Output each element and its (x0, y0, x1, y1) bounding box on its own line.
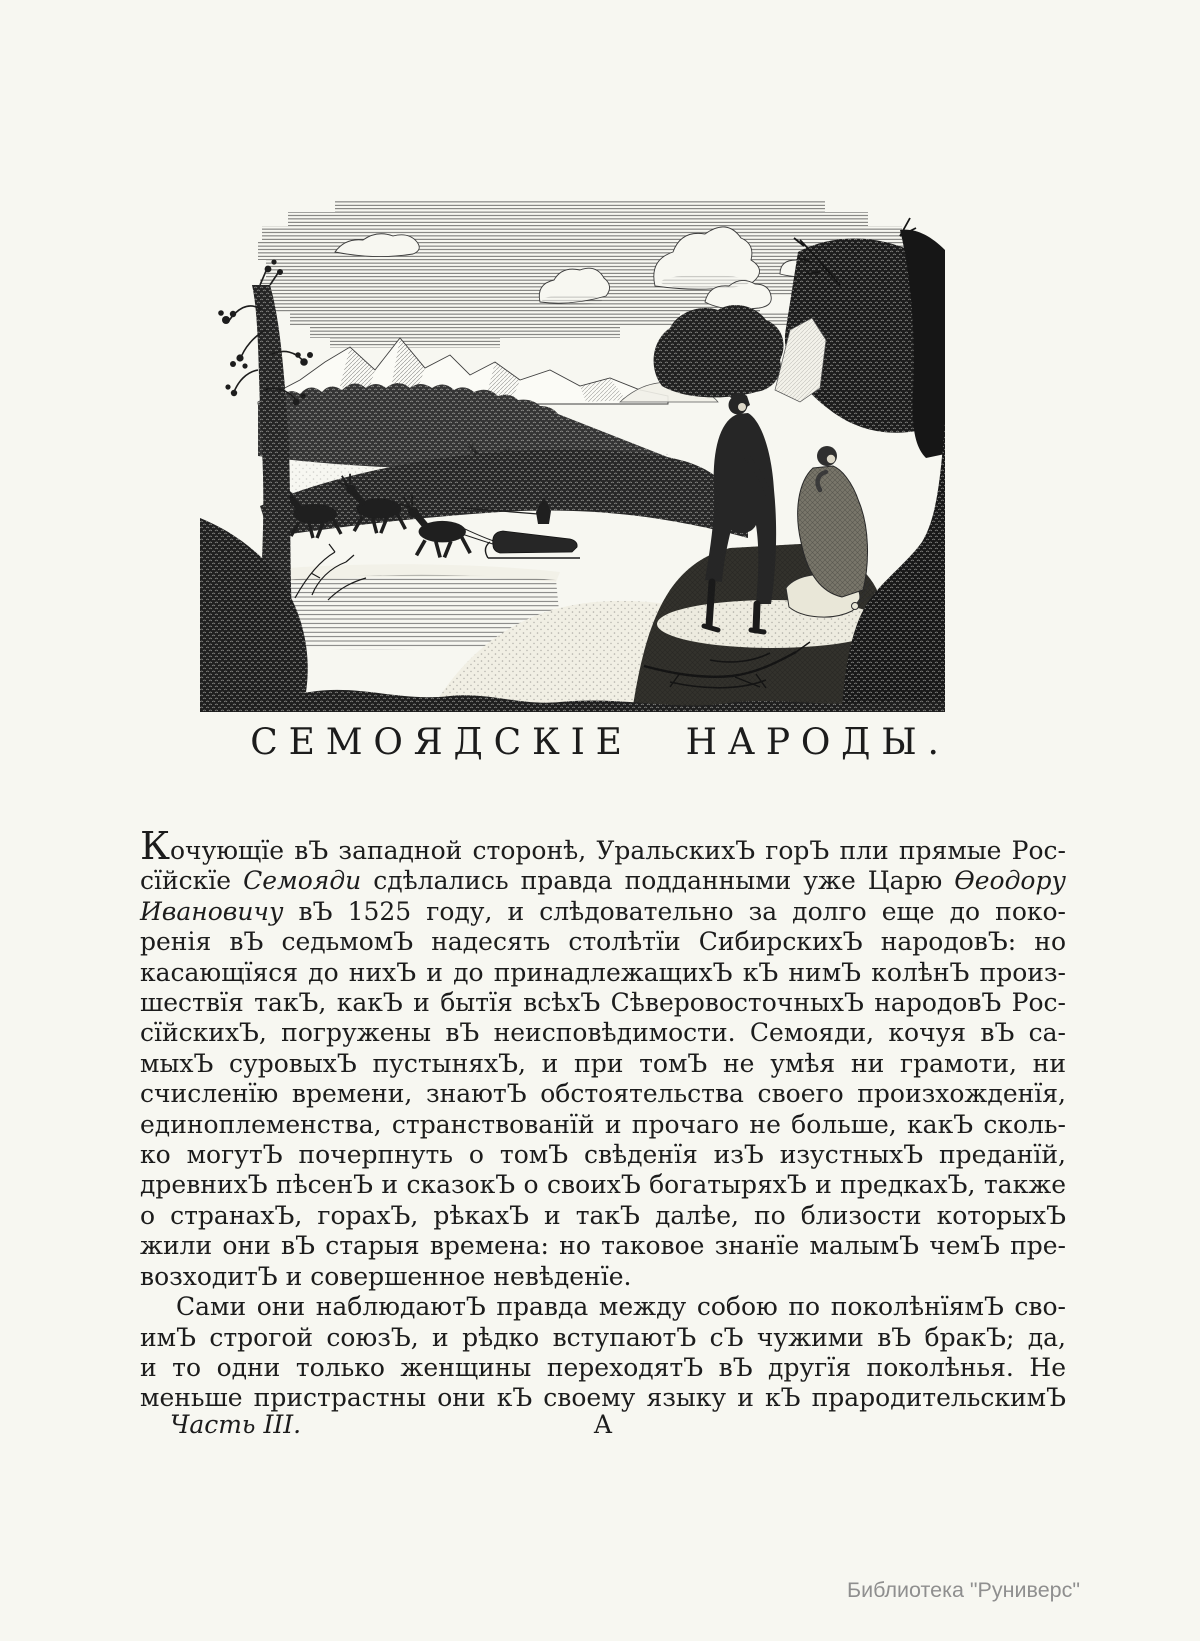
text-line: возходитЪ и совершенное невѣденїе. (140, 1261, 632, 1291)
text-line: имЪ строгой союзЪ, и рѣдко вступаютЪ сЪ чужими вЪ бракЪ; да, (140, 1322, 1066, 1352)
text-line: о странахЪ, горахЪ, рѣкахЪ и такЪ далѣе, по близости которыхЪ (140, 1200, 1066, 1230)
engraving-illustration (200, 190, 945, 712)
text-line: сїйскїе Семояди сдѣлались правда подданными уже Царю Ѳеодору (140, 866, 1066, 896)
text-line: Ивановичу вЪ 1525 году, и слѣдовательно за долго еще до поко- (140, 896, 1066, 926)
text-line: меньше пристрастны они кЪ своему языку и кЪ прародительскимЪ (140, 1383, 1066, 1413)
text-line: ко могутЪ почерпнуть о томЪ свѣденїя изЪ изустныхЪ преданїй, (140, 1140, 1066, 1170)
body-text (140, 824, 1066, 1414)
text-line: и то одни только женщины переходятЪ вЪ другїя поколѣнья. Не (140, 1352, 1066, 1382)
text-line: жили они вЪ старыя времена: но таковое знанїе малымЪ чемЪ пре- (140, 1231, 1066, 1261)
page-title: СЕМОЯДСКІЕ НАРОДЫ. (250, 722, 950, 763)
text-line: мыхЪ суровыхЪ пустыняхЪ, и при томЪ не умѣя ни грамоти, ни (140, 1048, 1066, 1078)
paragraph (140, 824, 1066, 1292)
text-line: Кочующїе вЪ западной сторонѣ, УральскихЪ горЪ пли прямые Рос- (140, 824, 1066, 869)
footer-row (140, 1410, 1066, 1444)
text-line: древнихЪ пѣсенЪ и сказокЪ о своихЪ богатыряхЪ и предкахЪ, также (140, 1170, 1066, 1200)
face (827, 455, 835, 463)
library-watermark: Библиотека "Руниверс" (847, 1578, 1080, 1602)
text-line: Сами они наблюдаютЪ правда между собою по поколѣнїямЪ сво- (176, 1292, 1066, 1322)
text-line: шествїя такЪ, какЪ и бытїя всѣхЪ СѣверовосточныхЪ народовЪ Рос- (140, 988, 1066, 1018)
signature-mark: А (593, 1410, 613, 1439)
paragraph (140, 1292, 1066, 1414)
text-line: ренія вЪ седьмомЪ надесять столѣтїи СибирскихЪ народовЪ: но (140, 927, 1066, 957)
left-foreground (200, 518, 308, 698)
text-line: сїйскихЪ, погружены вЪ неисповѣдимости. Семояди, кочуя вЪ са- (140, 1018, 1066, 1048)
face (738, 403, 746, 411)
text-line: единоплеменства, странствованїй и прочаго не больше, какЪ сколь- (140, 1109, 1066, 1139)
text-line: касающїяся до нихЪ и до принадлежащихЪ кЪ нимЪ колѣнЪ произ- (140, 957, 1066, 987)
part-number: Часть III. (170, 1410, 302, 1439)
text-line: счисленїю времени, знаютЪ обстоятельства своего произхожденїя, (140, 1079, 1066, 1109)
